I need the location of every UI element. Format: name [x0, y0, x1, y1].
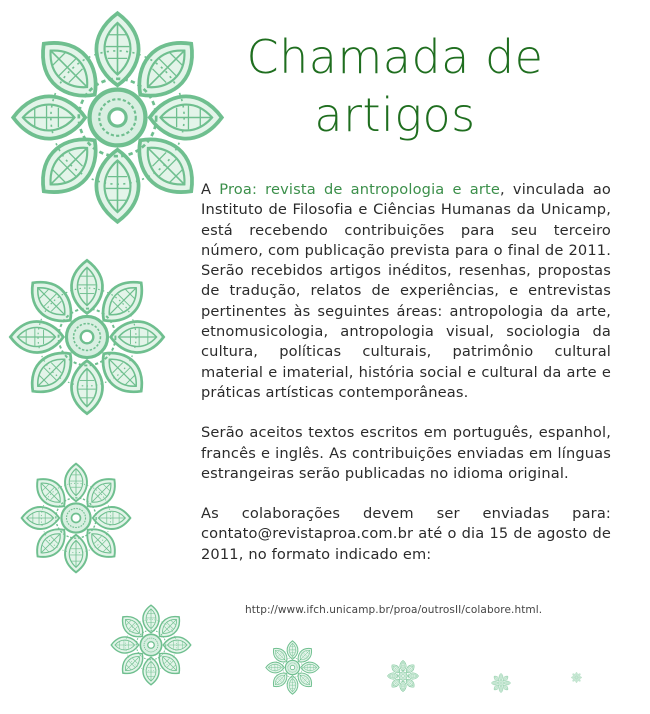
doily-mini	[387, 660, 419, 692]
title-line-2: artigos	[314, 88, 476, 142]
journal-name-link[interactable]: Proa: revista de antropologia e arte	[219, 181, 501, 198]
intro-prefix: A	[201, 181, 220, 198]
doily-smaller	[110, 604, 192, 686]
doily-tiny	[265, 640, 320, 695]
languages-paragraph: Serão aceitos textos escritos em português, espanhol, francês e inglês. As contribuições enviadas em línguas estrangeiras serão publicadas no idioma original.	[201, 424, 611, 482]
submission-paragraph: As colaborações devem ser enviadas para: contato@revistaproa.com.br até o dia 15 de agosto de 2011, no formato indicado em:	[201, 505, 611, 563]
doily-medium	[8, 258, 166, 416]
intro-paragraph	[193, 180, 611, 403]
article-body	[193, 180, 611, 585]
format-url[interactable]: http://www.ifch.unicamp.br/proa/outrosII/colabore.html.	[245, 604, 543, 616]
page-title	[215, 28, 575, 144]
doily-small	[20, 462, 132, 574]
doily-dot	[571, 672, 582, 683]
intro-text: , vinculada ao Instituto de Filosofia e Ciências Humanas da Unicamp, está recebendo contribuições para seu terceiro número, com publicação prevista para o final de 2011. Serão recebidos artigos inéditos, resenhas, propostas de tradução, relatos de experiências, e entrevistas pertinentes às seguintes áreas: antropologia da arte, etnomusicologia, antropologia visual, sociologia da cultura, políticas culturais, patrimônio cultural material e imaterial, história social e cultural da arte e práticas artísticas contemporâneas.	[201, 181, 611, 401]
title-line-1: Chamada de	[246, 30, 544, 84]
doily-micro	[491, 673, 511, 693]
